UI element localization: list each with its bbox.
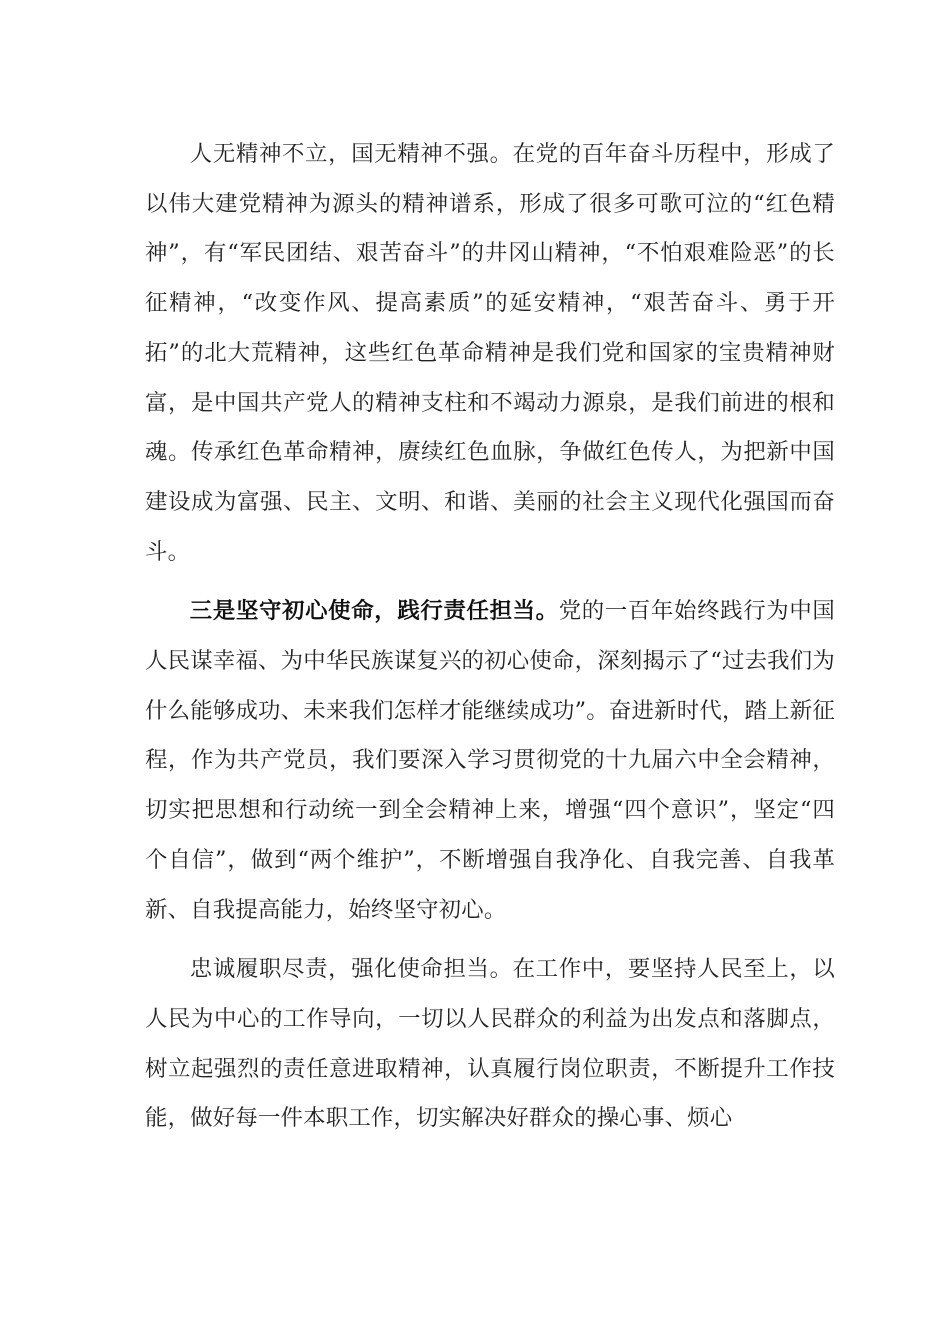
paragraph-original-mission [145, 587, 835, 935]
paragraph-text: 忠诚履职尽责，强化使命担当。在工作中，要坚持人民至上，以人民为中心的工作导向，一切以人民群众的利益为出发点和落脚点，树立起强烈的责任意进取精神，认真履行岗位职责，不断提升工作技能，做好每一件本职工作，切实解决好群众的操心事、烦心 [145, 956, 835, 1132]
document-body [145, 130, 835, 1144]
paragraph-red-spirit [145, 130, 835, 577]
paragraph-bold-heading: 三是坚守初心使命，践行责任担当。 [189, 598, 559, 625]
paragraph-duty [145, 945, 835, 1144]
paragraph-text: 人无精神不立，国无精神不强。在党的百年奋斗历程中，形成了以伟大建党精神为源头的精神谱系，形成了很多可歌可泣的“红色精神”，有“军民团结、艰苦奋斗”的井冈山精神，“不怕艰难险恶”的长征精神，“改变作风、提高素质”的延安精神，“艰苦奋斗、勇于开拓”的北大荒精神，这些红色革命精神是我们党和国家的宝贵精神财富，是中国共产党人的精神支柱和不竭动力源泉，是我们前进的根和魂。传承红色革命精神，赓续红色血脉，争做红色传人，为把新中国建设成为富强、民主、文明、和谐、美丽的社会主义现代化强国而奋斗。 [145, 141, 835, 565]
paragraph-text: 党的一百年始终践行为中国人民谋幸福、为中华民族谋复兴的初心使命，深刻揭示了“过去我们为什么能够成功、未来我们怎样才能继续成功”。奋进新时代，踏上新征程，作为共产党员，我们要深入学习贯彻党的十九届六中全会精神，切实把思想和行动统一到全会精神上来，增强“四个意识”，坚定“四个自信”，做到“两个维护”，不断增强自我净化、自我完善、自我革新、自我提高能力，始终坚守初心。 [145, 598, 835, 923]
